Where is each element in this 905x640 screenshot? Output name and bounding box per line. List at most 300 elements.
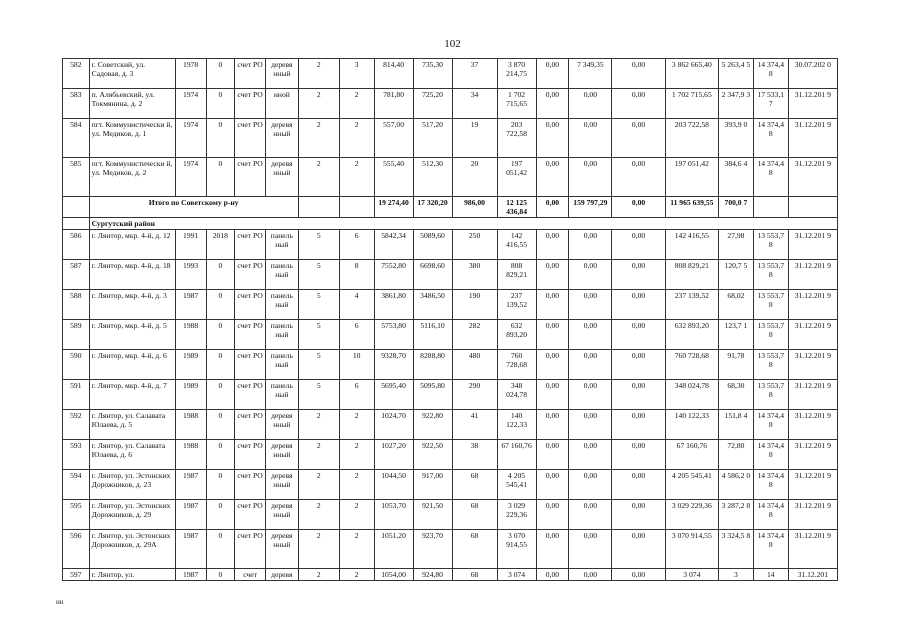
row-number-cell: 591	[63, 380, 90, 410]
year-overhaul-cell: 0	[206, 380, 235, 410]
sum-total-cell: 197 051,42	[497, 158, 536, 197]
cost-per-m2-cell: 68,30	[718, 380, 753, 410]
row-number-cell: 585	[63, 158, 90, 197]
year-overhaul-cell: 0	[206, 290, 235, 320]
fund-regional-cell: 0,00	[569, 530, 612, 569]
fund-federal-cell: 0,00	[536, 380, 569, 410]
row-number-cell: 595	[63, 500, 90, 530]
max-cost-cell: 14 374,4 8	[753, 59, 788, 89]
area-living-cell: 725,20	[413, 89, 452, 119]
sum-owners-cell: 348 024,78	[665, 380, 718, 410]
fund-type-cell: счет РО	[235, 89, 266, 119]
area-living-cell: 6698,60	[413, 260, 452, 290]
fund-regional-cell: 0,00	[569, 89, 612, 119]
deadline-date-cell: 30.07.202 0	[788, 59, 837, 89]
fund-municipal-cell: 0,00	[612, 119, 665, 158]
entrances-cell: 6	[339, 320, 374, 350]
year-overhaul-cell: 0	[206, 440, 235, 470]
entrances-cell: 2	[339, 119, 374, 158]
fund-type-cell: счет РО	[235, 260, 266, 290]
district-no-cell	[63, 218, 90, 230]
area-total-cell: 5842,34	[374, 230, 413, 260]
fund-federal-cell: 0,00	[536, 260, 569, 290]
floors-cell: 5	[298, 350, 339, 380]
sum-owners-cell: 197 051,42	[665, 158, 718, 197]
cost-per-m2-cell: 3 324,5 8	[718, 530, 753, 569]
row-number-cell: 594	[63, 470, 90, 500]
address-cell: г. Лянтор, мкр. 4-й, д. 5	[89, 320, 175, 350]
max-cost-cell: 14 374,4 8	[753, 470, 788, 500]
fund-federal-cell: 0,00	[536, 290, 569, 320]
residents-cell: 20	[452, 158, 497, 197]
table-body-surgut	[63, 230, 838, 581]
entrances-cell: 2	[339, 500, 374, 530]
total-area-living: 17 320,20	[413, 197, 452, 218]
fund-regional-cell: 0,00	[569, 158, 612, 197]
residents-cell: 380	[452, 260, 497, 290]
floors-cell: 5	[298, 230, 339, 260]
max-cost-cell: 13 553,7 8	[753, 380, 788, 410]
sum-total-cell: 142 416,55	[497, 230, 536, 260]
fund-type-cell: счет РО	[235, 158, 266, 197]
wall-material-cell: деревя нный	[265, 440, 298, 470]
sum-owners-cell: 808 829,21	[665, 260, 718, 290]
residents-cell: 282	[452, 320, 497, 350]
row-number-cell: 596	[63, 530, 90, 569]
floors-cell: 5	[298, 320, 339, 350]
area-living-cell: 3486,50	[413, 290, 452, 320]
fund-type-cell: счет РО	[235, 119, 266, 158]
entrances-cell: 2	[339, 569, 374, 581]
fund-regional-cell: 0,00	[569, 440, 612, 470]
wall-material-cell: деревя нный	[265, 530, 298, 569]
cost-per-m2-cell: 384,6 4	[718, 158, 753, 197]
table-body-summary	[63, 197, 838, 230]
entrances-cell: 8	[339, 260, 374, 290]
table-row	[63, 158, 838, 197]
fund-type-cell: счет РО	[235, 530, 266, 569]
sum-owners-cell: 3 029 229,36	[665, 500, 718, 530]
fund-regional-cell: 0,00	[569, 350, 612, 380]
wall-material-cell: иной	[265, 89, 298, 119]
cost-per-m2-cell: 393,9 0	[718, 119, 753, 158]
year-built-cell: 1988	[175, 440, 206, 470]
year-built-cell: 1989	[175, 350, 206, 380]
address-cell: г. Лянтор, ул. Эстонских Дорожников, д. 29	[89, 500, 175, 530]
area-total-cell: 5753,80	[374, 320, 413, 350]
total-area-total: 19 274,40	[374, 197, 413, 218]
deadline-date-cell: 31.12.201 9	[788, 260, 837, 290]
entrances-cell: 4	[339, 290, 374, 320]
year-built-cell: 1978	[175, 59, 206, 89]
row-number-cell: 584	[63, 119, 90, 158]
fund-type-cell: счет РО	[235, 350, 266, 380]
table-row	[63, 89, 838, 119]
area-living-cell: 923,70	[413, 530, 452, 569]
address-cell: г. Лянтор, ул. Салавата Юлаева, д. 6	[89, 440, 175, 470]
sum-owners-cell: 760 728,68	[665, 350, 718, 380]
deadline-date-cell: 31.12.201 9	[788, 380, 837, 410]
fund-federal-cell: 0,00	[536, 410, 569, 440]
floors-cell: 5	[298, 380, 339, 410]
fund-regional-cell: 0,00	[569, 569, 612, 581]
table-row	[63, 320, 838, 350]
fund-municipal-cell: 0,00	[612, 380, 665, 410]
floors-cell: 2	[298, 89, 339, 119]
residents-cell: 19	[452, 119, 497, 158]
area-living-cell: 517,20	[413, 119, 452, 158]
deadline-date-cell: 31.12.201 9	[788, 290, 837, 320]
address-cell: г. Лянтор, ул. Салавата Юлаева, д. 5	[89, 410, 175, 440]
cost-per-m2-cell: 120,7 5	[718, 260, 753, 290]
sum-owners-cell: 237 139,52	[665, 290, 718, 320]
fund-federal-cell: 0,00	[536, 119, 569, 158]
cost-per-m2-cell: 3	[718, 569, 753, 581]
address-cell: г. Лянтор, мкр. 4-й, д. 7	[89, 380, 175, 410]
residents-cell: 38	[452, 440, 497, 470]
page-number: 102	[444, 38, 461, 50]
year-built-cell: 1988	[175, 410, 206, 440]
deadline-date-cell: 31.12.201 9	[788, 440, 837, 470]
residents-cell: 68	[452, 530, 497, 569]
table-row	[63, 410, 838, 440]
row-number-cell: 586	[63, 230, 90, 260]
entrances-cell: 6	[339, 230, 374, 260]
total-empty-cell	[753, 197, 788, 218]
max-cost-cell: 13 553,7 8	[753, 260, 788, 290]
sum-owners-cell: 3 862 665,40	[665, 59, 718, 89]
sum-owners-cell: 203 722,58	[665, 119, 718, 158]
table-row	[63, 569, 838, 581]
table-row	[63, 500, 838, 530]
fund-municipal-cell: 0,00	[612, 320, 665, 350]
residents-cell: 34	[452, 89, 497, 119]
address-cell: г. Лянтор, мкр. 4-й, д. 18	[89, 260, 175, 290]
table-row	[63, 470, 838, 500]
row-number-cell: 582	[63, 59, 90, 89]
fund-municipal-cell: 0,00	[612, 230, 665, 260]
floors-cell: 2	[298, 119, 339, 158]
cost-per-m2-cell: 68,02	[718, 290, 753, 320]
fund-municipal-cell: 0,00	[612, 89, 665, 119]
entrances-cell: 6	[339, 380, 374, 410]
year-built-cell: 1987	[175, 500, 206, 530]
fund-municipal-cell: 0,00	[612, 569, 665, 581]
area-total-cell: 1053,70	[374, 500, 413, 530]
sum-owners-cell: 632 893,20	[665, 320, 718, 350]
area-living-cell: 917,00	[413, 470, 452, 500]
fund-regional-cell: 7 349,35	[569, 59, 612, 89]
row-number-cell: 590	[63, 350, 90, 380]
deadline-date-cell: 31.12.201 9	[788, 230, 837, 260]
fund-municipal-cell: 0,00	[612, 470, 665, 500]
max-cost-cell: 14	[753, 569, 788, 581]
table-row	[63, 290, 838, 320]
floors-cell: 5	[298, 290, 339, 320]
floors-cell: 2	[298, 158, 339, 197]
fund-type-cell: счет РО	[235, 500, 266, 530]
floors-cell: 5	[298, 260, 339, 290]
fund-type-cell: счет РО	[235, 380, 266, 410]
deadline-date-cell: 31.12.201	[788, 569, 837, 581]
year-built-cell: 1987	[175, 290, 206, 320]
max-cost-cell: 14 374,4 8	[753, 410, 788, 440]
table-row	[63, 350, 838, 380]
fund-type-cell: счет РО	[235, 440, 266, 470]
area-living-cell: 735,30	[413, 59, 452, 89]
table-row	[63, 230, 838, 260]
housing-registry-table	[62, 58, 838, 581]
fund-municipal-cell: 0,00	[612, 290, 665, 320]
residents-cell: 68	[452, 569, 497, 581]
max-cost-cell: 14 374,4 8	[753, 500, 788, 530]
address-cell: г. Лянтор, ул. Эстонских Дорожников, д. 29А	[89, 530, 175, 569]
area-living-cell: 5095,80	[413, 380, 452, 410]
row-number-cell: 592	[63, 410, 90, 440]
fund-regional-cell: 0,00	[569, 119, 612, 158]
fund-type-cell: счет РО	[235, 230, 266, 260]
wall-material-cell: деревя нный	[265, 470, 298, 500]
area-total-cell: 3861,80	[374, 290, 413, 320]
total-empty-cell	[298, 197, 339, 218]
fund-regional-cell: 0,00	[569, 500, 612, 530]
area-living-cell: 921,50	[413, 500, 452, 530]
row-number-cell: 588	[63, 290, 90, 320]
fund-federal-cell: 0,00	[536, 569, 569, 581]
address-cell: пгт. Коммунистически й, ул. Медиков, д. 1	[89, 119, 175, 158]
sum-total-cell: 3 029 229,36	[497, 500, 536, 530]
fund-regional-cell: 0,00	[569, 260, 612, 290]
table-row	[63, 380, 838, 410]
floors-cell: 2	[298, 530, 339, 569]
deadline-date-cell: 31.12.201 9	[788, 320, 837, 350]
fund-federal-cell: 0,00	[536, 350, 569, 380]
fund-regional-cell: 0,00	[569, 470, 612, 500]
area-living-cell: 5089,60	[413, 230, 452, 260]
residents-cell: 37	[452, 59, 497, 89]
year-built-cell: 1974	[175, 158, 206, 197]
sum-total-cell: 140 122,33	[497, 410, 536, 440]
fund-type-cell: счет РО	[235, 290, 266, 320]
area-living-cell: 5116,10	[413, 320, 452, 350]
wall-material-cell: панель ный	[265, 230, 298, 260]
max-cost-cell: 13 553,7 8	[753, 320, 788, 350]
fund-type-cell: счет РО	[235, 59, 266, 89]
fund-federal-cell: 0,00	[536, 500, 569, 530]
max-cost-cell: 14 374,4 8	[753, 158, 788, 197]
deadline-date-cell: 31.12.201 9	[788, 350, 837, 380]
address-cell: г. Лянтор, ул. Эстонских Дорожников, д. 23	[89, 470, 175, 500]
area-total-cell: 7552,80	[374, 260, 413, 290]
fund-federal-cell: 0,00	[536, 158, 569, 197]
total-row	[63, 197, 838, 218]
area-living-cell: 922,50	[413, 440, 452, 470]
fund-type-cell: счет РО	[235, 470, 266, 500]
cost-per-m2-cell: 123,7 1	[718, 320, 753, 350]
table-row	[63, 59, 838, 89]
entrances-cell: 2	[339, 89, 374, 119]
fund-federal-cell: 0,00	[536, 530, 569, 569]
entrances-cell: 2	[339, 440, 374, 470]
fund-municipal-cell: 0,00	[612, 260, 665, 290]
area-total-cell: 781,80	[374, 89, 413, 119]
year-built-cell: 1989	[175, 380, 206, 410]
residents-cell: 68	[452, 470, 497, 500]
deadline-date-cell: 31.12.201 9	[788, 530, 837, 569]
table-row	[63, 119, 838, 158]
sum-owners-cell: 3 070 914,55	[665, 530, 718, 569]
fund-municipal-cell: 0,00	[612, 158, 665, 197]
area-living-cell: 924,80	[413, 569, 452, 581]
cost-per-m2-cell: 5 263,4 5	[718, 59, 753, 89]
sum-owners-cell: 140 122,33	[665, 410, 718, 440]
total-per-unit: 700,0 7	[718, 197, 753, 218]
floors-cell: 2	[298, 500, 339, 530]
wall-material-cell: панель ный	[265, 320, 298, 350]
year-overhaul-cell: 0	[206, 89, 235, 119]
fund-municipal-cell: 0,00	[612, 530, 665, 569]
table-body-soviet	[63, 59, 838, 197]
fund-municipal-cell: 0,00	[612, 500, 665, 530]
total-empty-cell	[339, 197, 374, 218]
cost-per-m2-cell: 27,98	[718, 230, 753, 260]
wall-material-cell: деревя нный	[265, 158, 298, 197]
area-total-cell: 5695,40	[374, 380, 413, 410]
sum-total-cell: 203 722,58	[497, 119, 536, 158]
residents-cell: 250	[452, 230, 497, 260]
total-c2: 159 797,29	[569, 197, 612, 218]
sum-total-cell: 808 829,21	[497, 260, 536, 290]
footer-mark: нн	[56, 598, 64, 606]
wall-material-cell: деревя нный	[265, 59, 298, 89]
floors-cell: 2	[298, 410, 339, 440]
sum-total-cell: 3 070 914,55	[497, 530, 536, 569]
total-empty-cell	[788, 197, 837, 218]
residents-cell: 68	[452, 500, 497, 530]
area-total-cell: 1051,20	[374, 530, 413, 569]
table-row	[63, 440, 838, 470]
year-built-cell: 1988	[175, 320, 206, 350]
year-overhaul-cell: 0	[206, 500, 235, 530]
year-built-cell: 1987	[175, 530, 206, 569]
row-number-cell: 589	[63, 320, 90, 350]
wall-material-cell: деревя	[265, 569, 298, 581]
sum-total-cell: 760 728,68	[497, 350, 536, 380]
year-overhaul-cell: 0	[206, 530, 235, 569]
sum-owners-cell: 4 205 545,41	[665, 470, 718, 500]
residents-cell: 480	[452, 350, 497, 380]
sum-total-cell: 3 074	[497, 569, 536, 581]
sum-owners-cell: 3 074	[665, 569, 718, 581]
cost-per-m2-cell: 3 287,2 8	[718, 500, 753, 530]
deadline-date-cell: 31.12.201 9	[788, 119, 837, 158]
table-row	[63, 260, 838, 290]
sum-total-cell: 348 024,78	[497, 380, 536, 410]
deadline-date-cell: 31.12.201 9	[788, 89, 837, 119]
year-built-cell: 1987	[175, 569, 206, 581]
year-built-cell: 1991	[175, 230, 206, 260]
max-cost-cell: 13 553,7 8	[753, 230, 788, 260]
entrances-cell: 2	[339, 470, 374, 500]
year-overhaul-cell: 0	[206, 320, 235, 350]
fund-federal-cell: 0,00	[536, 89, 569, 119]
address-cell: г. Советский, ул. Садовая, д. 3	[89, 59, 175, 89]
entrances-cell: 10	[339, 350, 374, 380]
fund-regional-cell: 0,00	[569, 290, 612, 320]
fund-municipal-cell: 0,00	[612, 410, 665, 440]
wall-material-cell: панель ный	[265, 260, 298, 290]
district-header-row	[63, 218, 838, 230]
area-total-cell: 555,40	[374, 158, 413, 197]
address-cell: пгт. Коммунистически й, ул. Медиков, д. 2	[89, 158, 175, 197]
sum-owners-cell: 1 702 715,65	[665, 89, 718, 119]
entrances-cell: 3	[339, 59, 374, 89]
wall-material-cell: панель ный	[265, 290, 298, 320]
sum-total-cell: 67 160,76	[497, 440, 536, 470]
year-overhaul-cell: 0	[206, 350, 235, 380]
area-total-cell: 557,00	[374, 119, 413, 158]
year-overhaul-cell: 0	[206, 410, 235, 440]
max-cost-cell: 13 553,7 8	[753, 350, 788, 380]
deadline-date-cell: 31.12.201 9	[788, 158, 837, 197]
area-living-cell: 8288,80	[413, 350, 452, 380]
max-cost-cell: 14 374,4 8	[753, 440, 788, 470]
residents-cell: 290	[452, 380, 497, 410]
table-row	[63, 530, 838, 569]
total-c3: 0,00	[612, 197, 665, 218]
area-total-cell: 9328,70	[374, 350, 413, 380]
sum-owners-cell: 142 416,55	[665, 230, 718, 260]
sum-total-cell: 3 870 214,75	[497, 59, 536, 89]
area-total-cell: 1027,20	[374, 440, 413, 470]
fund-federal-cell: 0,00	[536, 470, 569, 500]
cost-per-m2-cell: 151,8 4	[718, 410, 753, 440]
total-residents: 986,00	[452, 197, 497, 218]
max-cost-cell: 13 553,7 8	[753, 290, 788, 320]
year-overhaul-cell: 0	[206, 119, 235, 158]
fund-federal-cell: 0,00	[536, 59, 569, 89]
wall-material-cell: деревя нный	[265, 119, 298, 158]
total-sum-total: 12 125 436,84	[497, 197, 536, 218]
row-number-cell: 597	[63, 569, 90, 581]
fund-federal-cell: 0,00	[536, 440, 569, 470]
year-overhaul-cell: 0	[206, 59, 235, 89]
fund-municipal-cell: 0,00	[612, 440, 665, 470]
total-sum-own: 11 965 639,55	[665, 197, 718, 218]
wall-material-cell: панель ный	[265, 380, 298, 410]
total-no-cell	[63, 197, 90, 218]
entrances-cell: 2	[339, 158, 374, 197]
year-overhaul-cell: 0	[206, 158, 235, 197]
sum-total-cell: 1 702 715,65	[497, 89, 536, 119]
floors-cell: 2	[298, 59, 339, 89]
floors-cell: 2	[298, 470, 339, 500]
sum-total-cell: 4 205 545,41	[497, 470, 536, 500]
sum-total-cell: 632 893,20	[497, 320, 536, 350]
cost-per-m2-cell: 72,80	[718, 440, 753, 470]
fund-type-cell: счет	[235, 569, 266, 581]
entrances-cell: 2	[339, 530, 374, 569]
year-overhaul-cell: 2018	[206, 230, 235, 260]
row-number-cell: 583	[63, 89, 90, 119]
max-cost-cell: 17 533,1 7	[753, 89, 788, 119]
address-cell: п. Алябьевский, ул. Токмянина, д. 2	[89, 89, 175, 119]
total-c1: 0,00	[536, 197, 569, 218]
fund-federal-cell: 0,00	[536, 320, 569, 350]
residents-cell: 41	[452, 410, 497, 440]
entrances-cell: 2	[339, 410, 374, 440]
address-cell: г. Лянтор, мкр. 4-й, д. 6	[89, 350, 175, 380]
